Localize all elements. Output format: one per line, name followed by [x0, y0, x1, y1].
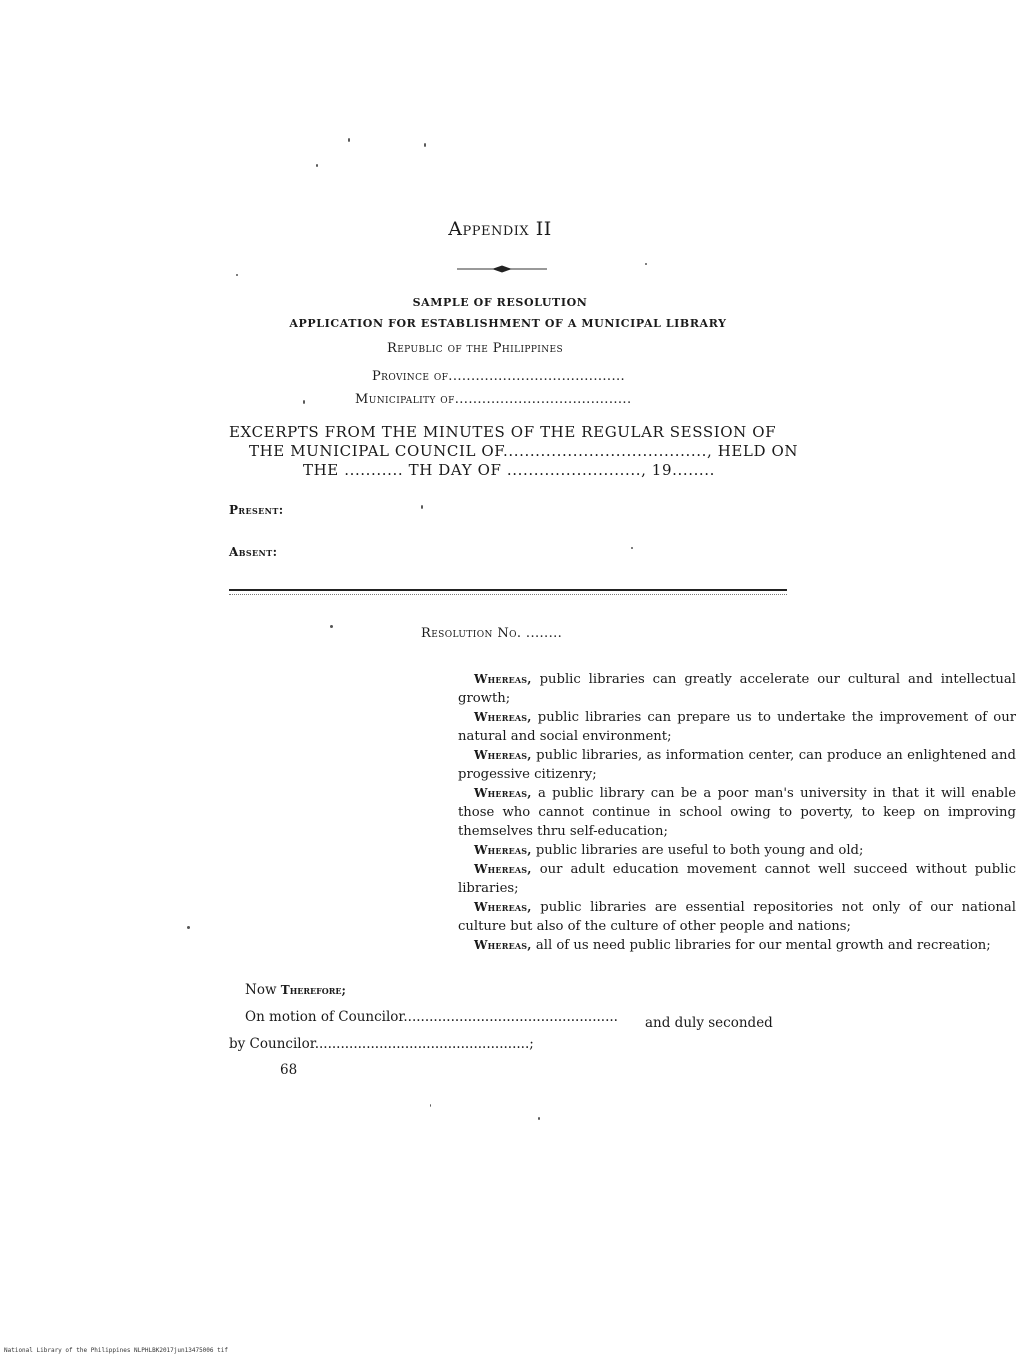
- whereas-clause: [458, 936, 1016, 955]
- scan-speck: [538, 1117, 540, 1120]
- province-line: Province of.......................................: [372, 369, 626, 384]
- scan-speck: [631, 547, 633, 549]
- appendix-title: Appendix II: [448, 218, 552, 240]
- absent-label: Absent:: [229, 545, 278, 559]
- whereas-text: all of us need public libraries for our mental growth and recreation;: [535, 938, 991, 953]
- municipality-line: Municipality of.......................................: [355, 392, 632, 407]
- resolution-number: Resolution No. ........: [421, 626, 563, 641]
- now-therefore-keyword: Therefore;: [280, 983, 346, 997]
- whereas-clause: [458, 708, 1016, 746]
- whereas-keyword: Whereas,: [474, 672, 532, 686]
- now-therefore-prefix: Now: [245, 982, 277, 998]
- scan-speck: [303, 400, 305, 404]
- scan-speck: [430, 1104, 431, 1107]
- scan-speck: [424, 143, 426, 147]
- scan-speck: [421, 505, 423, 509]
- separator-rule-thin: [229, 594, 787, 595]
- whereas-clause: [458, 860, 1016, 898]
- whereas-keyword: Whereas,: [474, 938, 532, 952]
- whereas-text: our adult education movement cannot well succeed without public libraries;: [458, 862, 1016, 896]
- whereas-clause: [458, 841, 1016, 860]
- scan-speck: [348, 138, 350, 142]
- whereas-text: public libraries can prepare us to undertake the improvement of our natural and social environment;: [458, 710, 1016, 744]
- whereas-keyword: Whereas,: [474, 900, 532, 914]
- motion-seconded: and duly seconded: [645, 1015, 773, 1031]
- whereas-keyword: Whereas,: [474, 710, 532, 724]
- sample-heading: SAMPLE OF RESOLUTION: [412, 296, 588, 309]
- whereas-keyword: Whereas,: [474, 786, 532, 800]
- whereas-clause: [458, 670, 1016, 708]
- whereas-keyword: Whereas,: [474, 748, 532, 762]
- excerpts-line-3: THE ........... TH DAY OF ........................., 19........: [303, 461, 716, 479]
- excerpts-line-1: EXCERPTS FROM THE MINUTES OF THE REGULAR SESSION OF: [229, 423, 777, 441]
- page-number: 68: [280, 1062, 298, 1078]
- now-therefore-line: [245, 982, 346, 998]
- scan-speck: [645, 263, 647, 265]
- scan-speck: [330, 625, 333, 628]
- whereas-clause: [458, 898, 1016, 936]
- excerpts-line-2: THE MUNICIPAL COUNCIL OF......................................, HELD ON: [249, 442, 799, 460]
- ornament-divider: [457, 264, 547, 274]
- whereas-clause: [458, 746, 1016, 784]
- whereas-text: public libraries are essential repositories not only of our national culture but also of the culture of other people and nations;: [458, 900, 1016, 934]
- application-heading: APPLICATION FOR ESTABLISHMENT OF A MUNICIPAL LIBRARY: [289, 317, 727, 330]
- republic-line: Republic of the Philippines: [387, 341, 564, 356]
- seconded-line: by Councilor..................................................;: [229, 1036, 534, 1052]
- scan-footer: National Library of the Philippines NLPHLBK2017jun13475006 tif: [4, 1347, 228, 1354]
- scan-speck: [187, 926, 190, 929]
- separator-rule: [229, 589, 787, 591]
- whereas-keyword: Whereas,: [474, 862, 532, 876]
- scan-speck: [316, 164, 318, 167]
- whereas-text: public libraries can greatly accelerate our cultural and intellectual growth;: [458, 672, 1016, 706]
- whereas-clause: [458, 784, 1016, 841]
- whereas-text: public libraries, as information center, can produce an enlightened and progessive citizenry;: [458, 748, 1016, 782]
- whereas-text: public libraries are useful to both young and old;: [535, 843, 864, 858]
- present-label: Present:: [229, 503, 284, 517]
- motion-line: On motion of Councilor..................................................: [245, 1009, 618, 1025]
- whereas-clauses: [229, 670, 1016, 955]
- scan-speck: [236, 274, 238, 276]
- whereas-text: a public library can be a poor man's university in that it will enable those who cannot continue in school owing to poverty, to keep on improving themselves thru self-education;: [458, 786, 1016, 839]
- whereas-keyword: Whereas,: [474, 843, 532, 857]
